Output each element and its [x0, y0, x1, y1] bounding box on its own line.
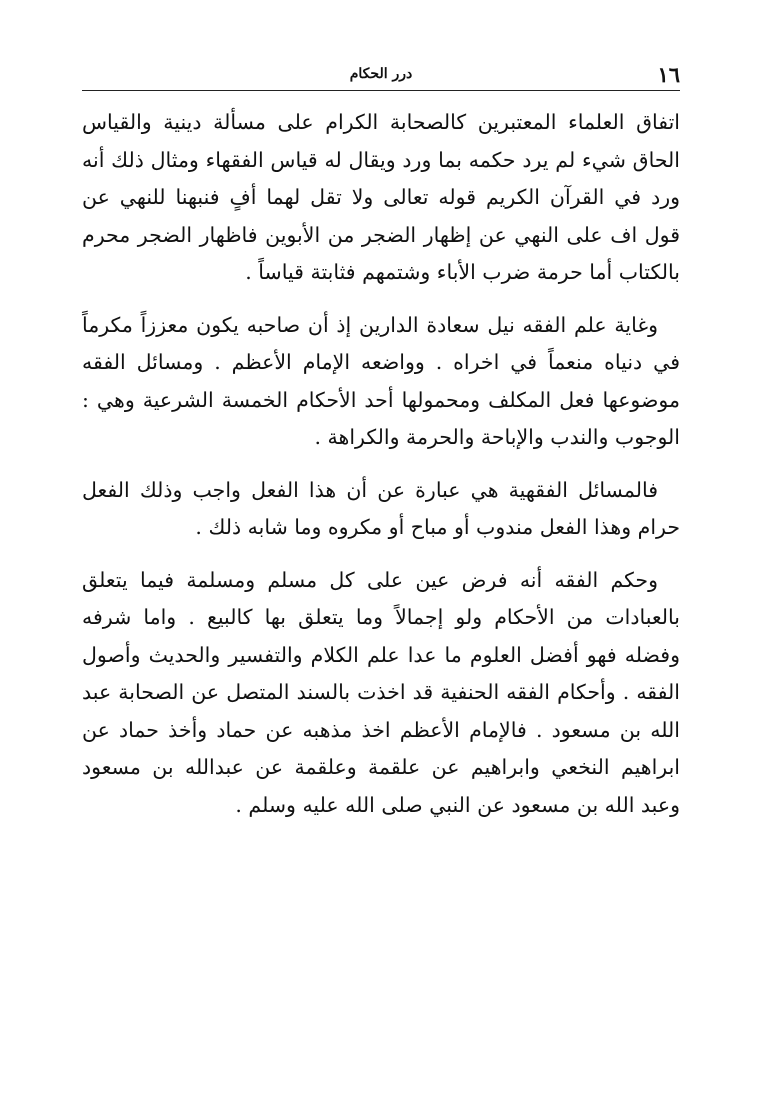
header-divider [82, 90, 680, 91]
paragraph-1: اتفاق العلماء المعتبرين كالصحابة الكرام على مسألة دينية والقياس الحاق شيء لم يرد حكمه بما ورد ويقال له قياس الفقهاء ومثال ذلك أنه ورد في القرآن الكريم قوله تعالى ولا تقل لهما أفٍ فنبهنا للنهي عن قول اف على النهي عن إظهار الضجر من الأبوين فاظهار الضجر محرم بالكتاب أما حرمة ضرب الأباء وشتمهم فثابتة قياساً . [82, 110, 680, 284]
paragraph-4: وحكم الفقه أنه فرض عين على كل مسلم ومسلمة فيما يتعلق بالعبادات من الأحكام ولو إجمالاً وما يتعلق بها كالبيع . واما شرفه وفضله فهو أفضل العلوم ما عدا علم الكلام والتفسير والحديث وأصول الفقه . وأحكام الفقه الحنفية قد اخذت بالسند المتصل عن الصحابة عبد الله بن مسعود . فالإمام الأعظم اخذ مذهبه عن حماد وأخذ حماد عن ابراهيم النخعي وابراهيم عن علقمة وعلقمة عن عبدالله بن مسعود وعبد الله بن مسعود عن النبي صلى الله عليه وسلم . [82, 567, 680, 817]
body-text [82, 104, 680, 839]
paragraph-3: فالمسائل الفقهية هي عبارة عن أن هذا الفعل واجب وذلك الفعل حرام وهذا الفعل مندوب أو مباح أو مكروه وما شابه ذلك . [82, 477, 680, 539]
running-title: درر الحكام [349, 66, 413, 82]
paragraph-2: وغاية علم الفقه نيل سعادة الدارين إذ أن صاحبه يكون معززاً مكرماً في دنياه منعماً في اخراه . وواضعه الإمام الأعظم . ومسائل الفقه موضوعها فعل المكلف ومحمولها أحد الأحكام الخمسة الشرعية وهي : الوجوب والندب والإباحة والحرمة والكراهة . [82, 312, 680, 449]
page-number: ١٦ [657, 62, 680, 87]
page-header [82, 62, 680, 86]
